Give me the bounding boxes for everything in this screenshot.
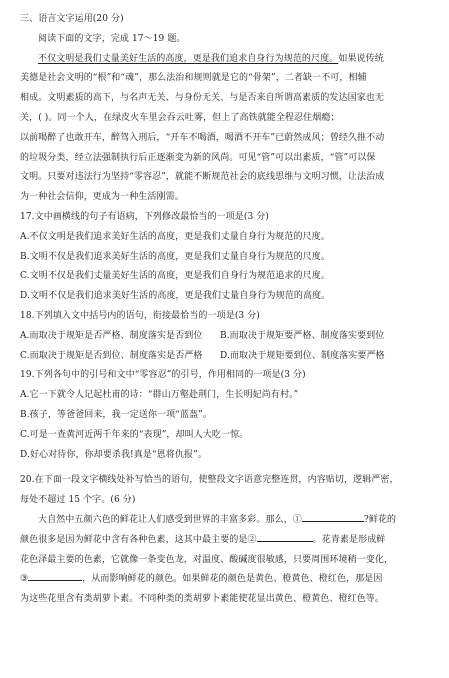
question-18-row-2 bbox=[20, 347, 435, 367]
passage-line-3: 相成。文明素质的高下，与名声无关、与身份无关、与是否来自所谓高素质的发达国家也无 bbox=[20, 93, 385, 104]
question-20-text-2b: 。花青素是形成鲜 bbox=[312, 534, 386, 545]
question-20-text-1a: 大自然中五颜六色的鲜花让人们感受到世界的丰富多彩。那么，① bbox=[38, 514, 302, 525]
question-18-option-b[interactable]: B.而取决于规矩要严格、制度落实要到位 bbox=[220, 330, 385, 341]
question-18 bbox=[20, 307, 435, 366]
section-title: 三、语言文字运用(20 分) bbox=[20, 14, 124, 24]
question-20-line-2 bbox=[20, 531, 435, 551]
question-20 bbox=[20, 471, 435, 610]
passage-line-8: 为一种社会信仰，更成为一种生活刚需。 bbox=[20, 192, 184, 203]
passage-line-7: 文明。只要对违法行为坚持“零容忍”，就能不断规范社会的底线思维与文明习惯，让法治成 bbox=[20, 172, 385, 183]
question-19-option-b[interactable]: B.孩子，等爸爸回来，我一定送你一项“蓝盔”。 bbox=[20, 409, 212, 420]
question-19-option-c[interactable]: C.可是一查黄河近两千年来的“表现”，却叫人大吃一惊。 bbox=[20, 429, 249, 440]
passage-line-4: 关，( )。同一个人，在绿皮火车里会吞云吐雾，但上了高铁就能全程忍住烟瘾； bbox=[20, 112, 340, 123]
question-18-option-c[interactable]: C.而取决于规矩是否到位、制度落实是否严格 bbox=[20, 350, 203, 361]
question-20-text-2a: 颜色很多是因为鲜花中含有各种色素，这其中最主要的是② bbox=[20, 534, 257, 545]
question-19-option-d[interactable]: D.好心对待你，你却要杀我!真是“恩将仇报”。 bbox=[20, 449, 207, 460]
question-20-stem-1: 20.在下面一段文字横线处补写恰当的语句，使整段文字语意完整连贯，内容贴切，逻辑严密， bbox=[20, 475, 399, 486]
instruction: 阅读下面的文字，完成 17～19 题。 bbox=[38, 33, 186, 44]
underlined-sentence: 不仅文明是我们丈量美好生活的高度，更是我们追求自身行为规范的尺度。 bbox=[38, 53, 339, 64]
question-20-stem-2: 每处不超过 15 个字。(6 分) bbox=[20, 495, 136, 506]
question-17 bbox=[20, 208, 435, 307]
question-18-option-d[interactable]: D.而取决于规矩要到位、制度落实要严格 bbox=[220, 350, 385, 361]
passage-line-1-rest: 如果说传统 bbox=[338, 53, 384, 64]
question-17-stem: 17.文中画横线的句子有语病，下列修改最恰当的一项是(3 分) bbox=[20, 211, 270, 222]
passage-line-5: 以前喝醉了也敢开车，醉驾入刑后，“开车不喝酒，喝酒不开车”已蔚然成风；曾经久推不动 bbox=[20, 132, 385, 143]
question-19 bbox=[20, 366, 435, 465]
question-19-option-a[interactable]: A.它一下就令人记起杜甫的诗：“群山万壑赴荆门，生长明妃尚有村。” bbox=[20, 390, 299, 401]
question-18-row-1 bbox=[20, 327, 435, 347]
passage-line-6: 的垃圾分类，经立法强制执行后正逐渐变为新的风尚。可见“管”可以出素质，“管”可以保 bbox=[20, 152, 376, 163]
passage-line-2: 美德是社会文明的“根”和“魂”，那么法治和规则就是它的“骨架”，二者缺一不可，相辅 bbox=[20, 73, 367, 84]
question-17-option-b[interactable]: B.文明不仅是我们追求美好生活的高度，更是我们丈量自身行为规范的尺度。 bbox=[20, 251, 330, 262]
question-20-line-5: 为这些花里含有类胡萝卜素。不同种类的类胡萝卜素能使花显出黄色、橙黄色、橙红色等。 bbox=[20, 594, 385, 605]
answer-blank-3[interactable] bbox=[28, 570, 82, 581]
question-20-line-4 bbox=[20, 570, 435, 590]
question-20-text-1b: ?鲜花的 bbox=[363, 514, 397, 525]
question-20-text-4b: ，从而影响鲜花的颜色。如果鲜花的颜色是黄色、橙黄色、橙红色，那是因 bbox=[82, 574, 383, 585]
reading-passage bbox=[20, 50, 435, 208]
question-17-option-d[interactable]: D.文明不仅是我们追求美好生活的高度，更是我们丈量自身行为规范的高度。 bbox=[20, 291, 331, 302]
answer-blank-2[interactable] bbox=[257, 531, 313, 542]
question-18-option-a[interactable]: A.而取决于规矩是否严格、制度落实是否到位 bbox=[20, 330, 203, 341]
answer-blank-1[interactable] bbox=[302, 511, 364, 522]
question-20-line-1 bbox=[20, 511, 435, 531]
passage-line-1 bbox=[20, 50, 435, 70]
question-19-stem: 19.下列各句中的引号和文中“零容忍”的引号，作用相同的一项是(3 分) bbox=[20, 370, 306, 381]
question-20-text-4a: ③ bbox=[20, 574, 29, 585]
question-18-stem: 18.下列填入文中括号内的语句，衔接最恰当的一项是(3 分) bbox=[20, 310, 260, 321]
question-17-option-a[interactable]: A.不仅文明是我们追求美好生活的高度，更是我们丈量自身行为规范的尺度。 bbox=[20, 231, 330, 242]
question-17-option-c[interactable]: C.文明不仅是我们丈量美好生活的高度，更是我们自身行为规范追求的尺度。 bbox=[20, 271, 330, 282]
question-20-line-3: 花色泽最主要的色素，它就像一条变色龙，对温度、酸碱度很敏感，只要周围环境稍一变化， bbox=[20, 554, 394, 565]
